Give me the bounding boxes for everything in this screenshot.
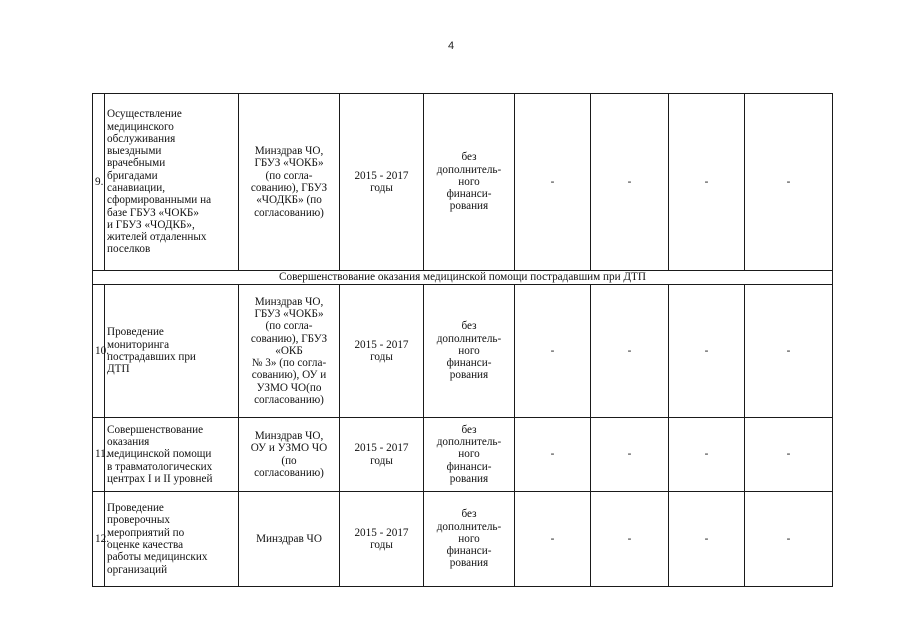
- measure-name: Проведение проверочных мероприятий по оценке качества работы медицинских организаций: [105, 492, 239, 587]
- funding: без дополнитель- ного финанси- рования: [424, 285, 515, 418]
- table-row: [93, 492, 833, 587]
- value-cell: -: [745, 285, 833, 418]
- years: 2015 - 2017 годы: [340, 285, 424, 418]
- value-cell: -: [669, 492, 745, 587]
- executor: Минздрав ЧО: [239, 492, 340, 587]
- value-cell: -: [591, 418, 669, 492]
- table-row: [93, 285, 833, 418]
- measure-name: Осуществление медицинского обслуживания выездными врачебными бригадами санавиации, сформированными на базе ГБУЗ «ЧОКБ» и ГБУЗ «ЧОДКБ», жителей отдаленных поселков: [105, 94, 239, 271]
- value-cell: -: [515, 418, 591, 492]
- funding: без дополнитель- ного финанси- рования: [424, 418, 515, 492]
- value-cell: -: [515, 94, 591, 271]
- years: 2015 - 2017 годы: [340, 418, 424, 492]
- value-cell: -: [591, 94, 669, 271]
- value-cell: -: [515, 285, 591, 418]
- value-cell: -: [591, 492, 669, 587]
- value-cell: -: [515, 492, 591, 587]
- funding: без дополнитель- ного финанси- рования: [424, 492, 515, 587]
- row-number: 12.: [93, 492, 105, 587]
- section-row: [93, 271, 833, 285]
- row-number: 9.: [93, 94, 105, 271]
- executor: Минздрав ЧО, ГБУЗ «ЧОКБ» (по согла- сованию), ГБУЗ «ОКБ № 3» (по согла- сованию), ОУ и УЗМО ЧО(по согласованию): [239, 285, 340, 418]
- executor: Минздрав ЧО, ГБУЗ «ЧОКБ» (по согла- сованию), ГБУЗ «ЧОДКБ» (по согласованию): [239, 94, 340, 271]
- program-table: [92, 93, 833, 587]
- value-cell: -: [669, 285, 745, 418]
- executor: Минздрав ЧО, ОУ и УЗМО ЧО (по согласованию): [239, 418, 340, 492]
- row-number: 11.: [93, 418, 105, 492]
- measure-name: Совершенствование оказания медицинской помощи в травматологических центрах I и II уровней: [105, 418, 239, 492]
- value-cell: -: [745, 418, 833, 492]
- value-cell: -: [591, 285, 669, 418]
- funding: без дополнитель- ного финанси- рования: [424, 94, 515, 271]
- page-number: 4: [448, 40, 455, 52]
- years: 2015 - 2017 годы: [340, 492, 424, 587]
- section-title: Совершенствование оказания медицинской помощи пострадавшим при ДТП: [93, 271, 833, 285]
- table-row: [93, 94, 833, 271]
- years: 2015 - 2017 годы: [340, 94, 424, 271]
- table-row: [93, 418, 833, 492]
- row-number: 10.: [93, 285, 105, 418]
- measure-name: Проведение мониторинга пострадавших при ДТП: [105, 285, 239, 418]
- value-cell: -: [745, 94, 833, 271]
- value-cell: -: [669, 94, 745, 271]
- value-cell: -: [669, 418, 745, 492]
- value-cell: -: [745, 492, 833, 587]
